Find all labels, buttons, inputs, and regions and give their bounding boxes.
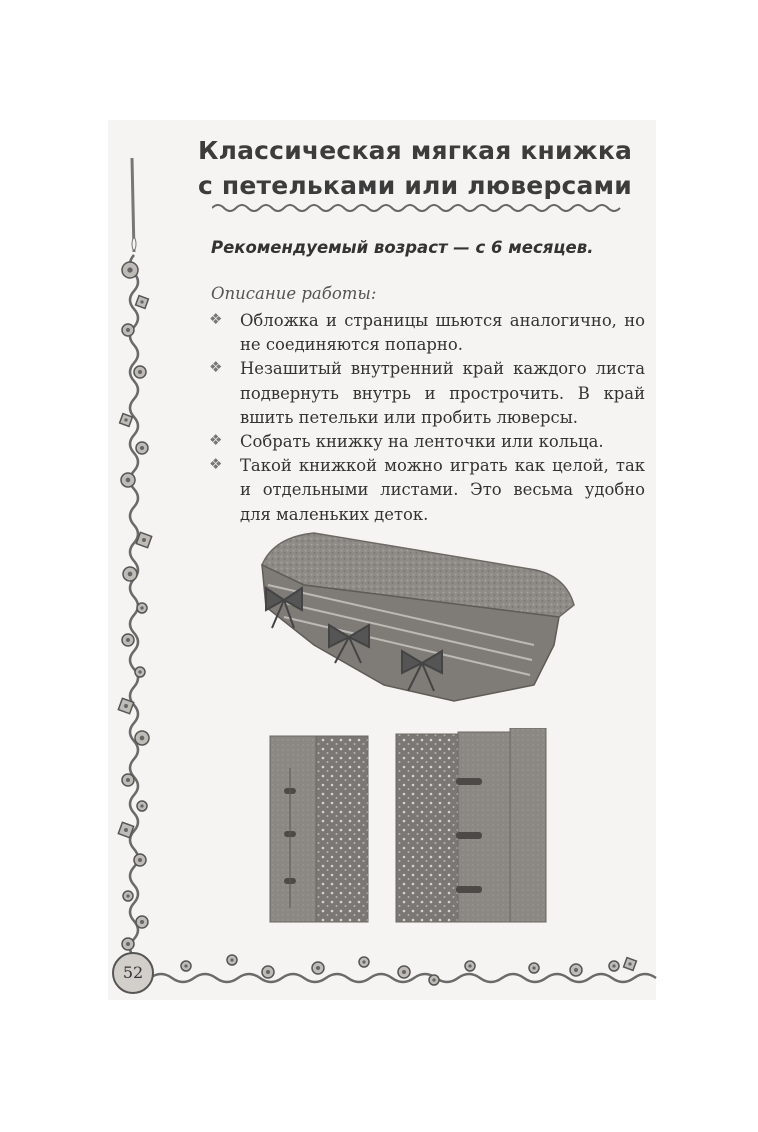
bullet-icon: ❖: [209, 310, 223, 328]
left-wavy-thread: [130, 255, 140, 978]
list-item-text: Такой книжкой можно играть как целой, так и отдельными листами. Это весьма удобно для маленьких деток.: [240, 456, 645, 524]
button-hole: [138, 370, 142, 374]
button-hole: [628, 962, 631, 965]
button-hole: [127, 267, 132, 272]
page-number: 52: [122, 963, 144, 982]
button-hole: [532, 966, 535, 969]
list-item-text: Обложка и страницы шьются аналогично, но не соединяются попарно.: [240, 311, 645, 355]
button-hole: [140, 606, 143, 609]
button-hole: [362, 960, 365, 963]
instructions-list: [209, 309, 645, 527]
bullet-icon: ❖: [209, 358, 223, 377]
button-hole: [126, 478, 131, 483]
button-hole: [128, 572, 133, 577]
page-title: [190, 133, 640, 203]
title-underline-wave: [212, 200, 622, 216]
button-hole: [612, 964, 615, 967]
list-item-text: Незашитый внутренний край каждого листа подвернуть внутрь и прострочить. В край вшить петельки или пробить люверсы.: [240, 359, 645, 427]
button-hole: [316, 966, 320, 970]
button-hole: [140, 300, 143, 303]
button-hole: [126, 328, 130, 332]
button-hole: [138, 670, 141, 673]
soft-book-closed-illustration: [244, 525, 589, 715]
recommended-age: Рекомендуемый возраст — с 6 месяцев.: [211, 238, 594, 257]
button-hole: [140, 446, 144, 450]
button-hole: [402, 970, 406, 974]
needle-icon: [132, 158, 136, 252]
button-hole: [266, 970, 270, 974]
button-hole: [124, 418, 127, 421]
bullet-icon: ❖: [209, 455, 223, 474]
button-hole: [432, 978, 435, 981]
bullet-icon: ❖: [209, 431, 223, 450]
list-item: [209, 357, 645, 430]
list-item: [209, 430, 645, 454]
title-line-2: с петельками или люверсами: [198, 171, 632, 200]
button-hole: [230, 958, 233, 961]
button-hole: [140, 920, 144, 924]
button-hole: [124, 828, 128, 832]
list-item: [209, 309, 645, 357]
description-label: Описание работы:: [211, 284, 377, 303]
button-hole: [126, 894, 129, 897]
button-hole: [124, 704, 128, 708]
button-hole: [140, 736, 145, 741]
list-item: [209, 454, 645, 527]
button-hole: [126, 778, 130, 782]
button-hole: [126, 942, 130, 946]
button-hole: [574, 968, 578, 972]
button-hole: [184, 964, 187, 967]
button-hole: [138, 858, 142, 862]
button-hole: [142, 538, 146, 542]
title-line-1: Классическая мягкая книжка: [197, 136, 633, 165]
button-hole: [126, 638, 130, 642]
button-hole: [468, 964, 471, 967]
soft-book-pages-illustration: [266, 728, 556, 928]
button-hole: [140, 804, 143, 807]
list-item-text: Собрать книжку на ленточки или кольца.: [240, 432, 604, 452]
